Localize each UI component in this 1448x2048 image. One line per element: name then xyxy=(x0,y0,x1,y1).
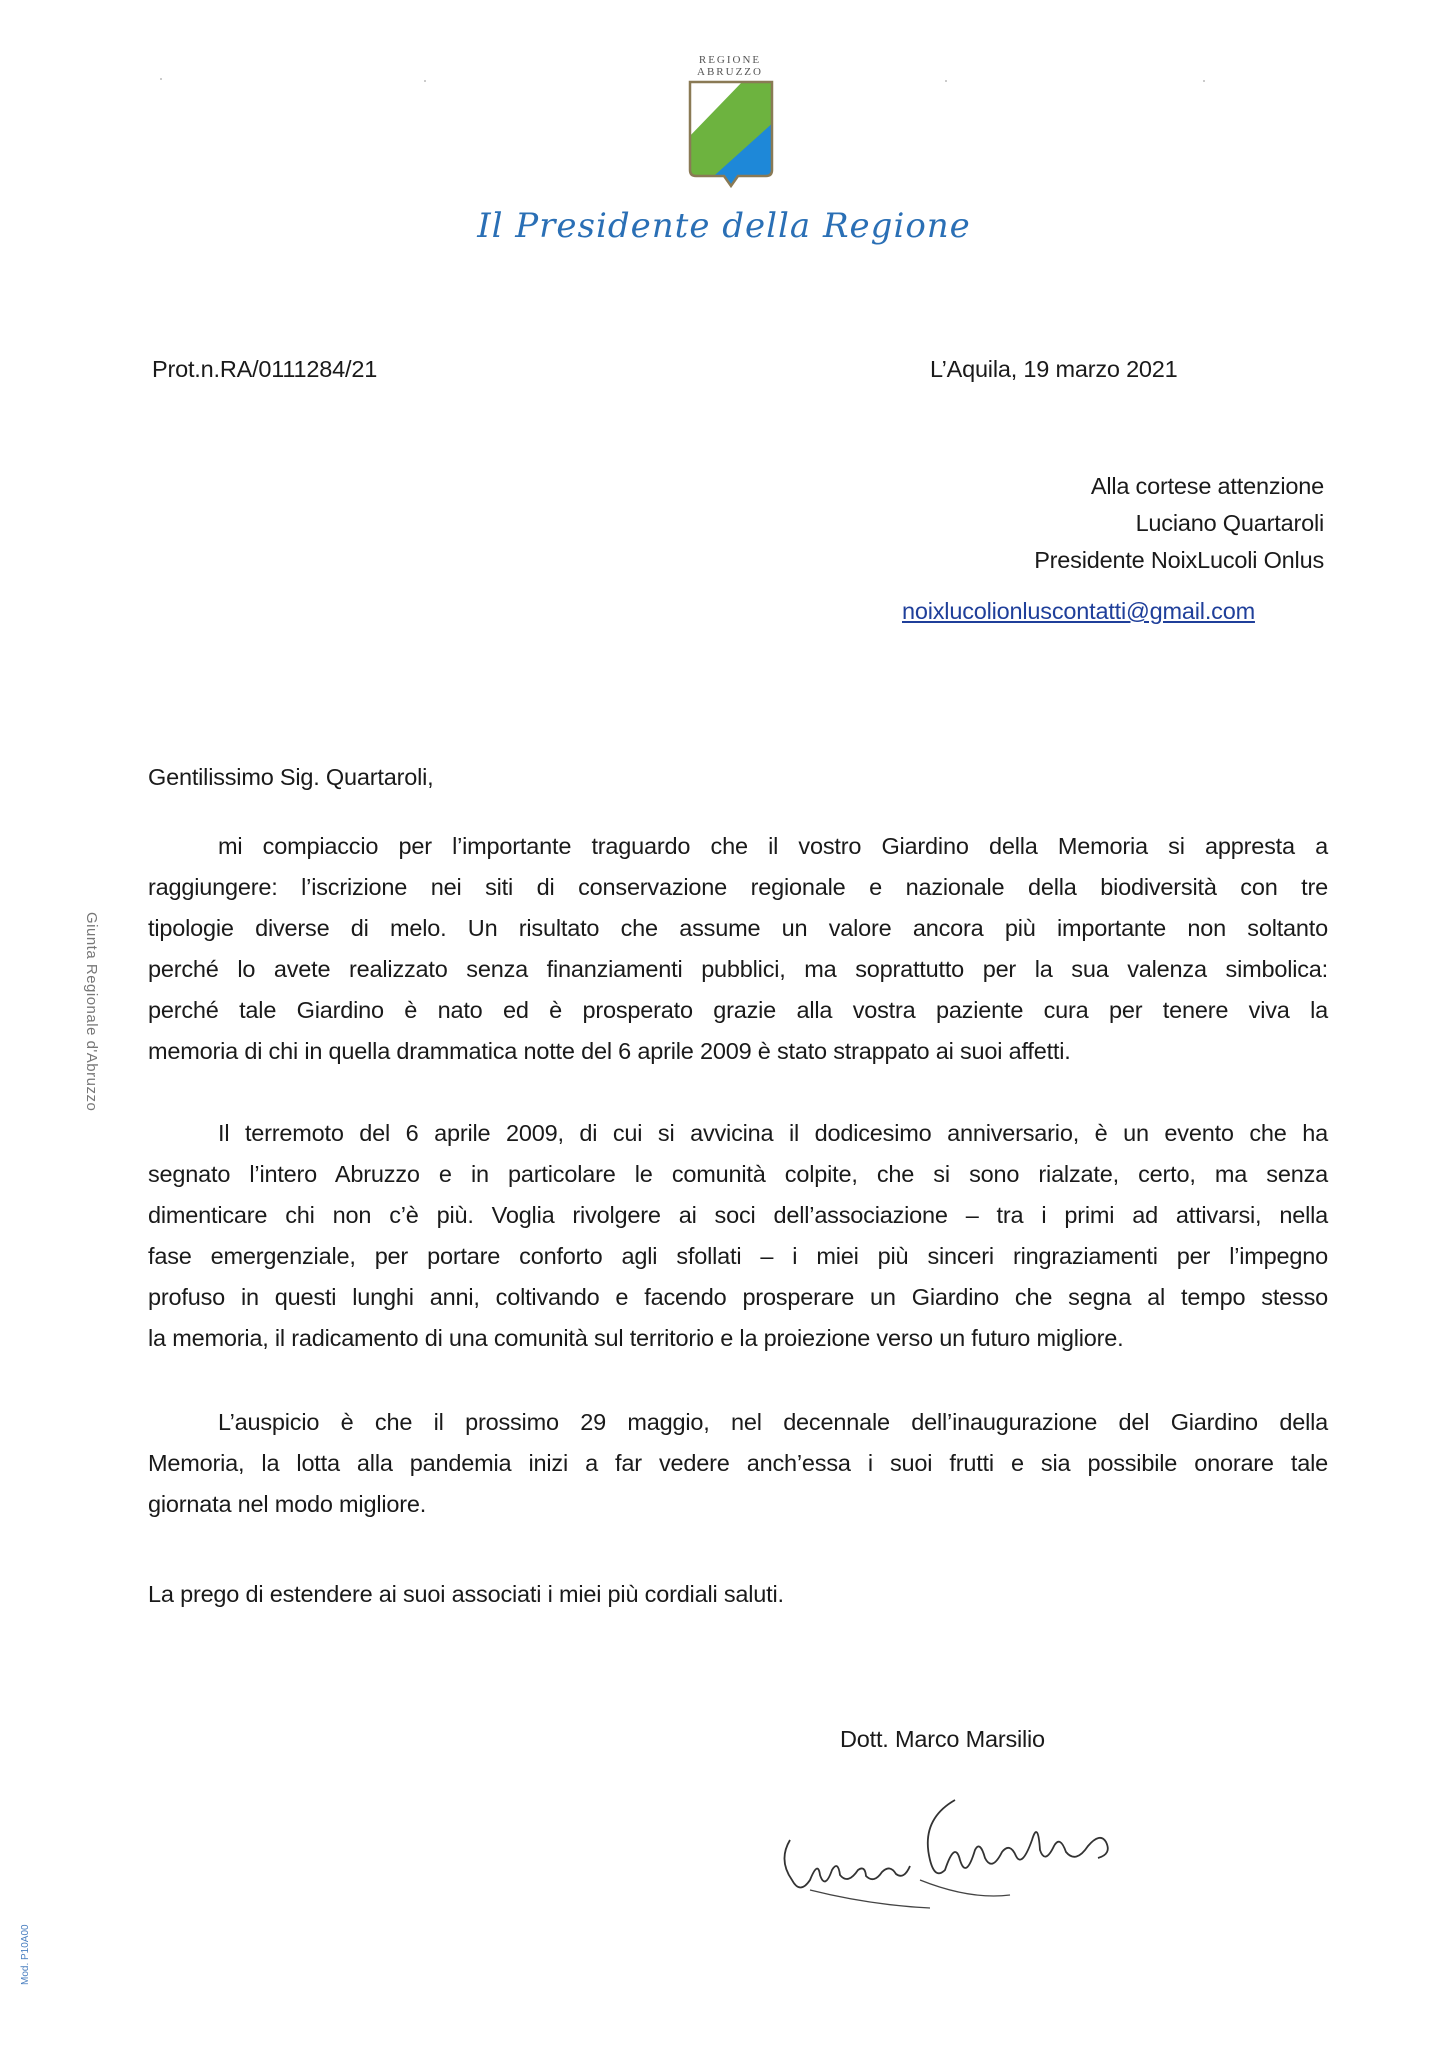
logo-text xyxy=(680,54,780,78)
letterhead-title: Il Presidente della Regione xyxy=(477,206,971,246)
text-line: segnato l’intero Abruzzo e in particolare le comunità colpite, che si sono rialzate, certo, ma senza xyxy=(148,1161,1328,1187)
text-line: L’auspicio è che il prossimo 29 maggio, nel decennale dell’inaugurazione del Giardino della xyxy=(218,1409,1328,1435)
text-line: perché lo avete realizzato senza finanziamenti pubblici, ma soprattutto per la sua valenza simbolica: xyxy=(148,956,1328,982)
signer-name: Dott. Marco Marsilio xyxy=(840,1726,1045,1752)
text-line: profuso in questi lunghi anni, coltivando e facendo prosperare un Giardino che segna al tempo stesso xyxy=(148,1284,1328,1310)
form-code: Mod. P10A00 xyxy=(20,1924,31,1985)
text-line: mi compiaccio per l’importante traguardo che il vostro Giardino della Memoria si appresta a xyxy=(218,833,1328,859)
logo-text-line: REGIONE xyxy=(698,54,762,66)
text-line: fase emergenziale, per portare conforto agli sfollati – i miei più sinceri ringraziamenti per l’impegno xyxy=(148,1243,1328,1269)
text-line: Il terremoto del 6 aprile 2009, di cui si avvicina il dodicesimo anniversario, è un evento che ha xyxy=(218,1120,1328,1146)
text-line: tipologie diverse di melo. Un risultato che assume un valore ancora più importante non soltanto xyxy=(148,915,1328,941)
closing: La prego di estendere ai suoi associati i miei più cordiali saluti. xyxy=(148,1581,784,1607)
recipient-block xyxy=(1034,468,1324,579)
side-text: Giunta Regionale d'Abruzzo xyxy=(83,912,100,1112)
text-line: memoria di chi in quella drammatica notte del 6 aprile 2009 è stato strappato ai suoi affetti. xyxy=(148,1038,1071,1064)
protocol-number: Prot.n.RA/0111284/21 xyxy=(152,356,378,382)
text-line: dimenticare chi non c’è più. Voglia rivolgere ai soci dell’associazione – tra i primi ad attivarsi, nella xyxy=(148,1202,1328,1228)
handwritten-signature xyxy=(770,1780,1150,1910)
recipient-email-link[interactable]: noixlucolionluscontatti@gmail.com xyxy=(902,598,1255,624)
greeting: Gentilissimo Sig. Quartaroli, xyxy=(148,764,434,790)
text-line: la memoria, il radicamento di una comunità sul territorio e la proiezione verso un futuro migliore. xyxy=(148,1325,1124,1351)
recipient-line: Presidente NoixLucoli Onlus xyxy=(1034,547,1324,573)
place-date: L’Aquila, 19 marzo 2021 xyxy=(930,356,1178,382)
text-line: giornata nel modo migliore. xyxy=(148,1491,427,1517)
recipient-line: Luciano Quartaroli xyxy=(1135,510,1324,536)
text-line: perché tale Giardino è nato ed è prosperato grazie alla vostra paziente cura per tenere viva la xyxy=(148,997,1328,1023)
letterhead xyxy=(0,0,1448,260)
recipient-line: Alla cortese attenzione xyxy=(1090,473,1324,499)
text-line: Memoria, la lotta alla pandemia inizi a far vedere anch’essa i suoi frutti e sia possibile onorare tale xyxy=(148,1450,1328,1476)
abruzzo-coat-of-arms-icon xyxy=(686,80,776,192)
logo-text-line: ABRUZZO xyxy=(697,66,763,78)
text-line: raggiungere: l’iscrizione nei siti di conservazione regionale e nazionale della biodiversità con tre xyxy=(148,874,1328,900)
